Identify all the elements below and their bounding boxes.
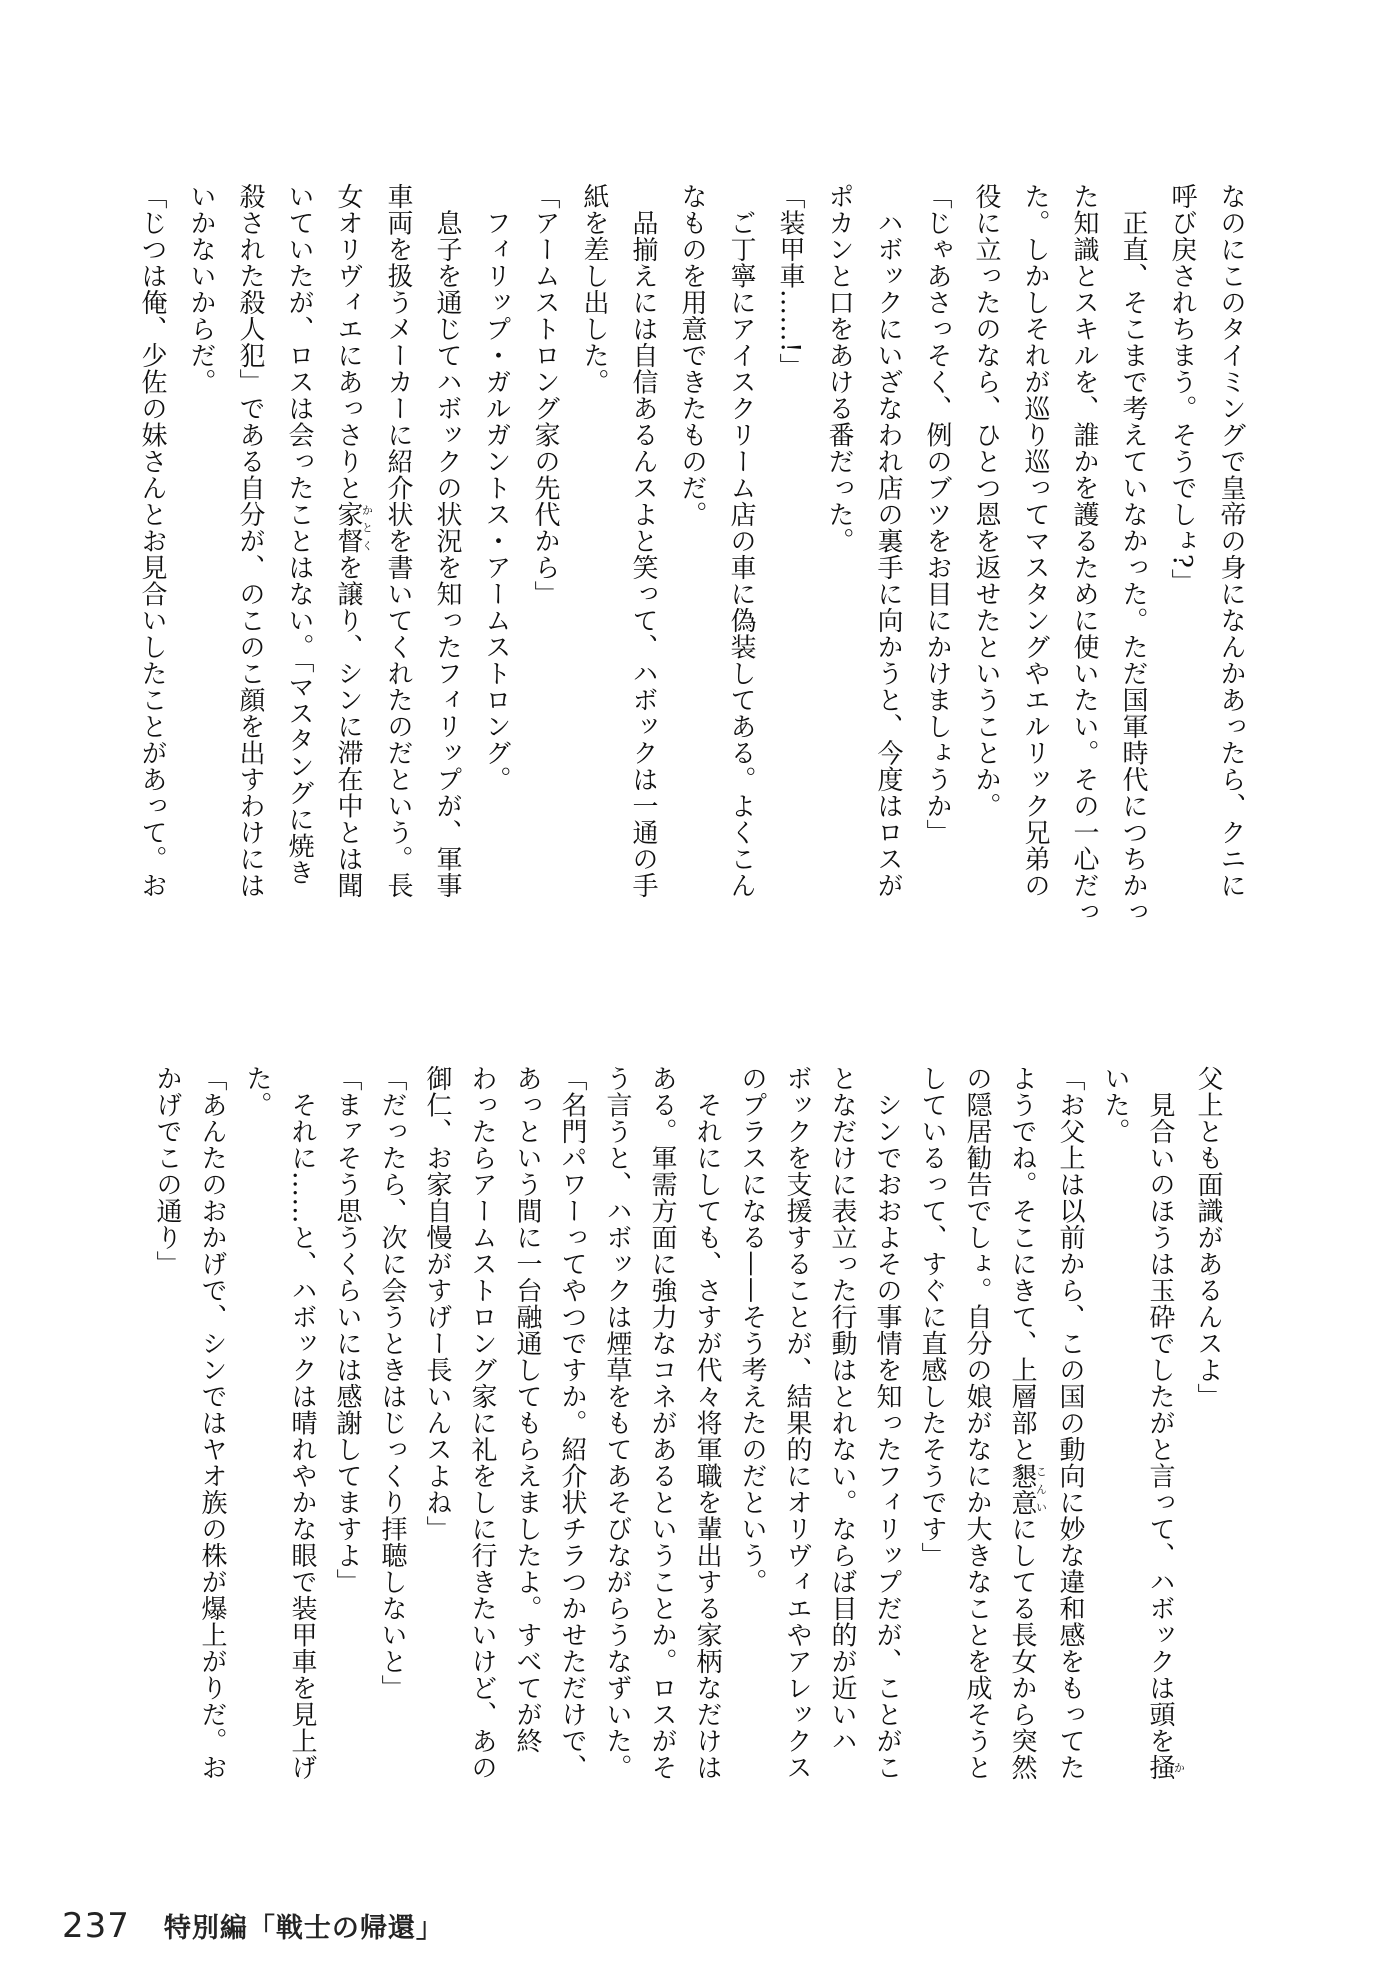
page-footer [62,1906,444,1946]
text-line: それにしても、さすが代々将軍職を輩出する家柄なだけは [692,1065,722,1781]
text-line: 見合いのほうは玉砕でしたがと言って、ハボックは頭を掻か [1145,1065,1186,1781]
text-line: 正直、そこまで考えていなかった。ただ国軍時代につちかっ [1118,183,1148,925]
text-line: ポカンと口をあける番だった。 [824,183,854,554]
text-line: のプラスになる——そう考えたのだという。 [737,1065,767,1595]
text-line: た。 [242,1065,272,1118]
text-line: 車両を扱うメーカーに紹介状を書いてくれたのだという。長 [383,183,413,899]
text-line: それに……と、ハボックは晴れやかな眼で装甲車を見上げ [287,1065,317,1781]
text-line: なものを用意できたものだ。 [677,183,707,528]
text-line: の隠居勧告でしょ。自分の娘がなにか大きなことを成そうと [962,1065,992,1781]
text-line: いていたが、ロスは会ったことはない。「マスタングに焼き [284,183,314,886]
text-line: あっという間に一台融通してもらえましたよ。すべてが終 [512,1065,542,1754]
text-line: ハボックにいざなわれ店の裏手に向かうと、今度はロスが [873,183,903,899]
furigana: 懇意こんい [1007,1462,1048,1516]
text-line: た知識とスキルを、誰かを護るために使いたい。その一心だっ [1069,183,1099,925]
text-line: う言うと、ハボックは煙草をもてあそびながらうなずいた。 [602,1065,632,1781]
text-line: 「お父上は以前から、この国の動向に妙な違和感をもってた [1055,1065,1085,1781]
text-line: 女オリヴィエにあっさりと家督かとくを譲り、シンに滞在中とは聞 [333,183,374,899]
text-line: 息子を通じてハボックの状況を知ったフィリップが、軍事 [432,183,462,899]
text-line: ボックを支援することが、結果的にオリヴィエやアレックス [782,1065,812,1781]
text-line: 「装甲車……!」 [775,183,805,380]
text-line: となだけに表立った行動はとれない。ならば目的が近いハ [827,1065,857,1754]
text-line: ようでね。そこにきて、上層部と懇意こんいにしてる長女から突然 [1007,1065,1048,1781]
text-line: しているって、すぐに直感したそうです」 [917,1065,947,1569]
text-line: ご丁寧にアイスクリーム店の車に偽装してある。よくこん [726,183,756,899]
text-band-bottom [144,1065,1230,1825]
text-line: 役に立ったのなら、ひとつ恩を返せたということか。 [971,183,1001,819]
page-number: 237 [62,1906,130,1946]
text-line: 「あんたのおかげで、シンではヤオ族の株が爆上がりだ。お [197,1065,227,1781]
text-line: 「じゃあさっそく、例のブツをお目にかけましょうか」 [922,183,952,846]
text-line: 呼び戻されちまう。そうでしょ?」 [1167,183,1197,595]
text-line: フィリップ・ガルガントス・アームストロング。 [481,183,511,793]
furigana: 家督かとく [333,501,374,554]
text-line: 「アームストロング家の先代から」 [530,183,560,607]
text-line: わったらアームストロング家に礼をしに行きたいけど、あの [467,1065,497,1781]
text-line: 「じつは俺、少佐の妹さんとお見合いしたことがあって。お [137,183,167,899]
text-line: 「だったら、次に会うときはじっくり拝聴しないと」 [377,1065,407,1701]
text-line: かげでこの通り」 [152,1065,182,1277]
text-line: 父上とも面識があるんスよ」 [1193,1065,1223,1410]
text-line: 御仁、お家自慢がすげー長いんスよね」 [422,1065,452,1542]
text-line: た。しかしそれが巡り巡ってマスタングやエルリック兄弟の [1020,183,1050,899]
text-line: 殺された殺人犯」である自分が、のこのこ顔を出すわけには [235,183,265,899]
furigana: 掻か [1145,1754,1186,1781]
text-line: シンでおおよその事情を知ったフィリップだが、ことがこ [872,1065,902,1781]
chapter-title: 特別編「戦士の帰還」 [163,1913,444,1944]
text-line: ある。軍需方面に強力なコネがあるということか。ロスがそ [647,1065,677,1781]
text-line: なのにこのタイミングで皇帝の身になんかあったら、クニに [1216,183,1246,899]
text-line: 「まァそう思うくらいには感謝してますよ」 [332,1065,362,1595]
text-line: 品揃えには自信あるんスよと笑って、ハボックは一通の手 [628,183,658,899]
text-line: いかないからだ。 [186,183,216,395]
text-line: 「名門パワーってやつですか。紹介状チラつかせただけで、 [557,1065,587,1781]
text-band-top [127,183,1255,943]
text-line: いた。 [1100,1065,1130,1145]
text-line: 紙を差し出した。 [579,183,609,395]
